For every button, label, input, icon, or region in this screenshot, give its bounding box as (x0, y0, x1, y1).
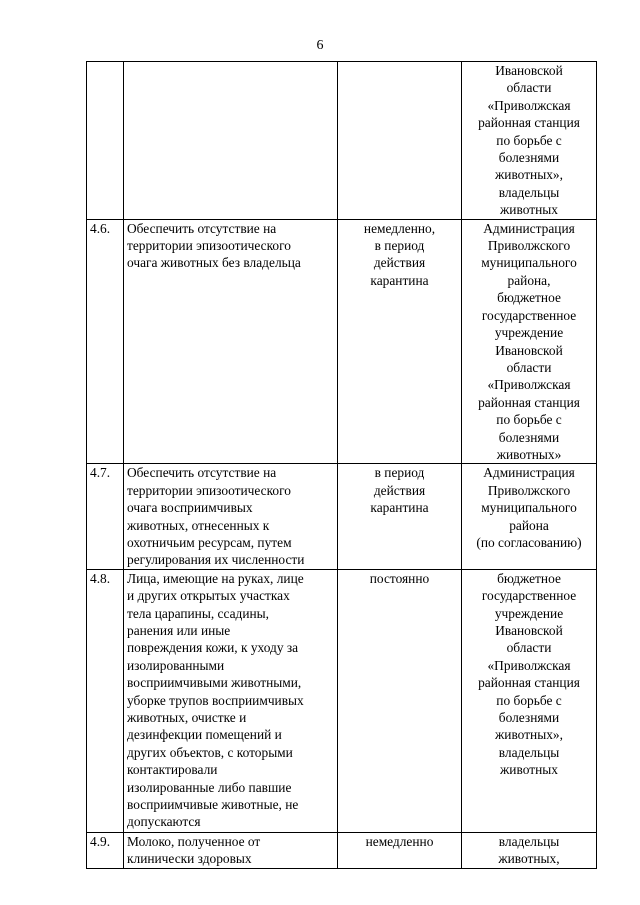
responsible-line: животных», (495, 167, 563, 183)
action-line: других объектов, с которыми (127, 744, 293, 760)
action-line: Обеспечить отсутствие на (127, 465, 277, 481)
responsible-cell (462, 62, 597, 220)
responsible-line: Приволжского (487, 482, 571, 498)
responsible-line: государственное (481, 588, 577, 604)
responsible-line: бюджетное (497, 570, 561, 586)
term-line: постоянно (369, 570, 430, 586)
table-body (87, 62, 597, 869)
action-line: тела царапины, ссадины, (127, 605, 270, 621)
action-cell (124, 464, 338, 569)
term-line: немедленно, (363, 220, 436, 236)
responsible-line: владельцы (498, 744, 560, 760)
action-cell (124, 569, 338, 832)
action-line: контактировали (127, 762, 218, 778)
action-line: животных, отнесенных к (127, 517, 270, 533)
table-row (87, 464, 597, 569)
responsible-line: районная станция (478, 675, 580, 691)
action-line: допускаются (127, 814, 201, 830)
action-line: дезинфекции помещений и (127, 727, 282, 743)
responsible-line: муниципального (481, 500, 577, 516)
responsible-line: области (506, 80, 552, 96)
action-line: Молоко, полученное от (127, 833, 261, 849)
responsible-line: Администрация (483, 465, 575, 481)
action-line: изолированные либо павшие (127, 779, 292, 795)
term-cell (338, 219, 462, 464)
action-line: охотничьим ресурсам, путем (127, 534, 292, 550)
responsible-line: животных (500, 202, 558, 218)
responsible-line: по борьбе с (496, 132, 562, 148)
item-number: 4.7. (87, 464, 124, 569)
table-row (87, 569, 597, 832)
responsible-cell (462, 832, 597, 868)
responsible-line: болезнями (498, 710, 560, 726)
responsible-line: Приволжского (487, 238, 571, 254)
action-line: животных, очистке и (127, 710, 247, 726)
action-line: регулирования их численности (127, 552, 305, 568)
action-line: изолированными (127, 657, 225, 673)
action-line: очага животных без владельца (127, 255, 301, 271)
responsible-line: по борьбе с (496, 692, 562, 708)
responsible-line: животных», (495, 727, 563, 743)
table-row (87, 832, 597, 868)
term-cell (338, 464, 462, 569)
responsible-line: области (506, 359, 552, 375)
responsible-line: Ивановской (495, 623, 563, 638)
action-line: восприимчивыми животными, (127, 675, 302, 691)
responsible-line: болезнями (498, 429, 560, 445)
item-number: 4.9. (87, 832, 124, 868)
action-line: ранения или иные (127, 623, 231, 638)
action-cell (124, 219, 338, 464)
table-row (87, 62, 597, 220)
responsible-line: животных» (496, 446, 562, 462)
responsible-line: районная станция (478, 115, 580, 131)
responsible-line: района, (507, 272, 551, 288)
term-line: действия (373, 482, 426, 498)
responsible-line: районная станция (478, 394, 580, 410)
term-line: действия (373, 255, 426, 271)
responsible-line: владельцы (498, 184, 560, 200)
measures-table (86, 61, 597, 869)
responsible-line: болезнями (498, 150, 560, 166)
action-line: территории эпизоотического (127, 238, 291, 254)
term-line: в период (374, 465, 425, 481)
responsible-line: государственное (481, 307, 577, 323)
action-line: Обеспечить отсутствие на (127, 220, 277, 236)
action-line: территории эпизоотического (127, 482, 291, 498)
responsible-cell (462, 464, 597, 569)
action-line: восприимчивые животные, не (127, 797, 299, 813)
action-cell (124, 832, 338, 868)
responsible-line: района (509, 517, 549, 533)
term-cell (338, 832, 462, 868)
page-number: 6 (316, 38, 324, 53)
action-line: повреждения кожи, к уходу за (127, 640, 299, 656)
term-line: немедленно (365, 833, 434, 849)
responsible-line: Ивановской (495, 342, 563, 358)
item-number (87, 62, 124, 220)
responsible-line: «Приволжская (487, 657, 571, 673)
term-cell (338, 569, 462, 832)
responsible-line: владельцы (498, 833, 560, 849)
responsible-line: «Приволжская (487, 97, 571, 113)
item-number: 4.8. (87, 569, 124, 832)
responsible-line: (по согласованию) (476, 534, 582, 550)
responsible-line: «Приволжская (487, 377, 571, 393)
responsible-line: Ивановской (495, 63, 563, 78)
action-line: клинически здоровых (127, 851, 252, 867)
term-line: карантина (370, 500, 429, 516)
responsible-line: муниципального (481, 255, 577, 271)
term-cell (338, 62, 462, 220)
table-row (87, 219, 597, 464)
item-number: 4.6. (87, 219, 124, 464)
action-line: и других открытых участках (127, 588, 290, 604)
term-line: карантина (370, 272, 429, 288)
responsible-line: учреждение (494, 325, 564, 341)
responsible-line: бюджетное (497, 290, 561, 306)
action-line: уборке трупов восприимчивых (127, 692, 304, 708)
responsible-cell (462, 569, 597, 832)
responsible-line: области (506, 640, 552, 656)
action-cell (124, 62, 338, 220)
responsible-line: учреждение (494, 605, 564, 621)
responsible-line: животных (500, 762, 558, 778)
responsible-cell (462, 219, 597, 464)
action-line: очага восприимчивых (127, 500, 253, 516)
responsible-line: животных, (498, 851, 560, 867)
responsible-line: Администрация (483, 220, 575, 236)
term-line: в период (374, 238, 425, 254)
action-line: Лица, имеющие на руках, лице (127, 570, 304, 586)
responsible-line: по борьбе с (496, 412, 562, 428)
